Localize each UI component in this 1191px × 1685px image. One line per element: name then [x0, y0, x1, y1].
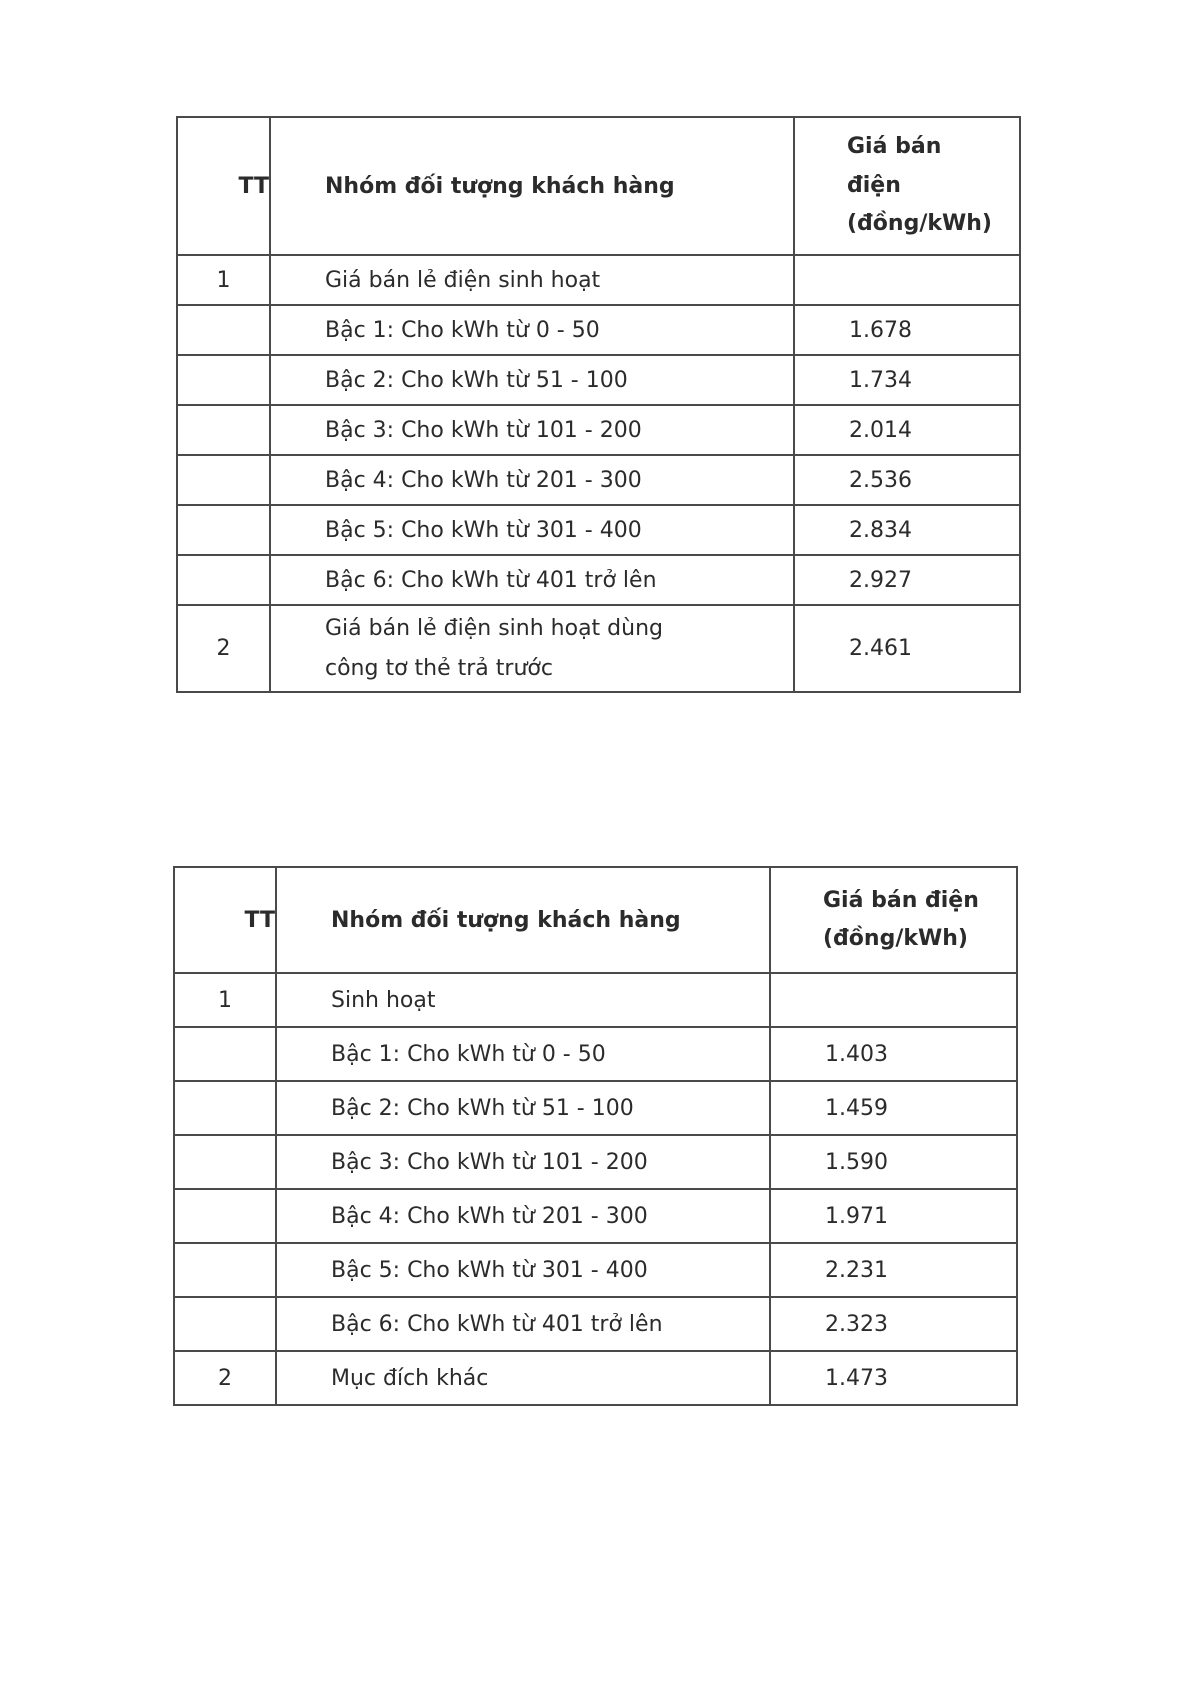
price-table-2: [173, 866, 1018, 1406]
table-row: Bậc 6: Cho kWh từ 401 trở lên 2.323: [174, 1297, 1017, 1351]
header-tt: TT: [177, 117, 270, 255]
table-row: 1 Giá bán lẻ điện sinh hoạt: [177, 255, 1020, 305]
table-row: 1 Sinh hoạt: [174, 973, 1017, 1027]
header-price: Giá bán điện (đồng/kWh): [770, 867, 1017, 973]
table-header: [174, 867, 1017, 973]
table-row: Bậc 4: Cho kWh từ 201 - 300 2.536: [177, 455, 1020, 505]
header-group: Nhóm đối tượng khách hàng: [276, 867, 770, 973]
table-row: Bậc 5: Cho kWh từ 301 - 400 2.231: [174, 1243, 1017, 1297]
table-row: Bậc 4: Cho kWh từ 201 - 300 1.971: [174, 1189, 1017, 1243]
table-row: Bậc 3: Cho kWh từ 101 - 200 2.014: [177, 405, 1020, 455]
table-row: Bậc 1: Cho kWh từ 0 - 50 1.403: [174, 1027, 1017, 1081]
header-tt: TT: [174, 867, 276, 973]
header-group: Nhóm đối tượng khách hàng: [270, 117, 794, 255]
table-header: [177, 117, 1020, 255]
table-row: 2 Mục đích khác 1.473: [174, 1351, 1017, 1405]
table-row: Bậc 6: Cho kWh từ 401 trở lên 2.927: [177, 555, 1020, 605]
table-row: Bậc 1: Cho kWh từ 0 - 50 1.678: [177, 305, 1020, 355]
table-row: Bậc 3: Cho kWh từ 101 - 200 1.590: [174, 1135, 1017, 1189]
header-price: Giá bán điện (đồng/kWh): [794, 117, 1020, 255]
price-table-1: [176, 116, 1021, 693]
table-row: Bậc 2: Cho kWh từ 51 - 100 1.459: [174, 1081, 1017, 1135]
table-row: Bậc 5: Cho kWh từ 301 - 400 2.834: [177, 505, 1020, 555]
table-row: 2 Giá bán lẻ điện sinh hoạt dùng công tơ thẻ trả trước 2.461: [177, 605, 1020, 692]
table-row: Bậc 2: Cho kWh từ 51 - 100 1.734: [177, 355, 1020, 405]
